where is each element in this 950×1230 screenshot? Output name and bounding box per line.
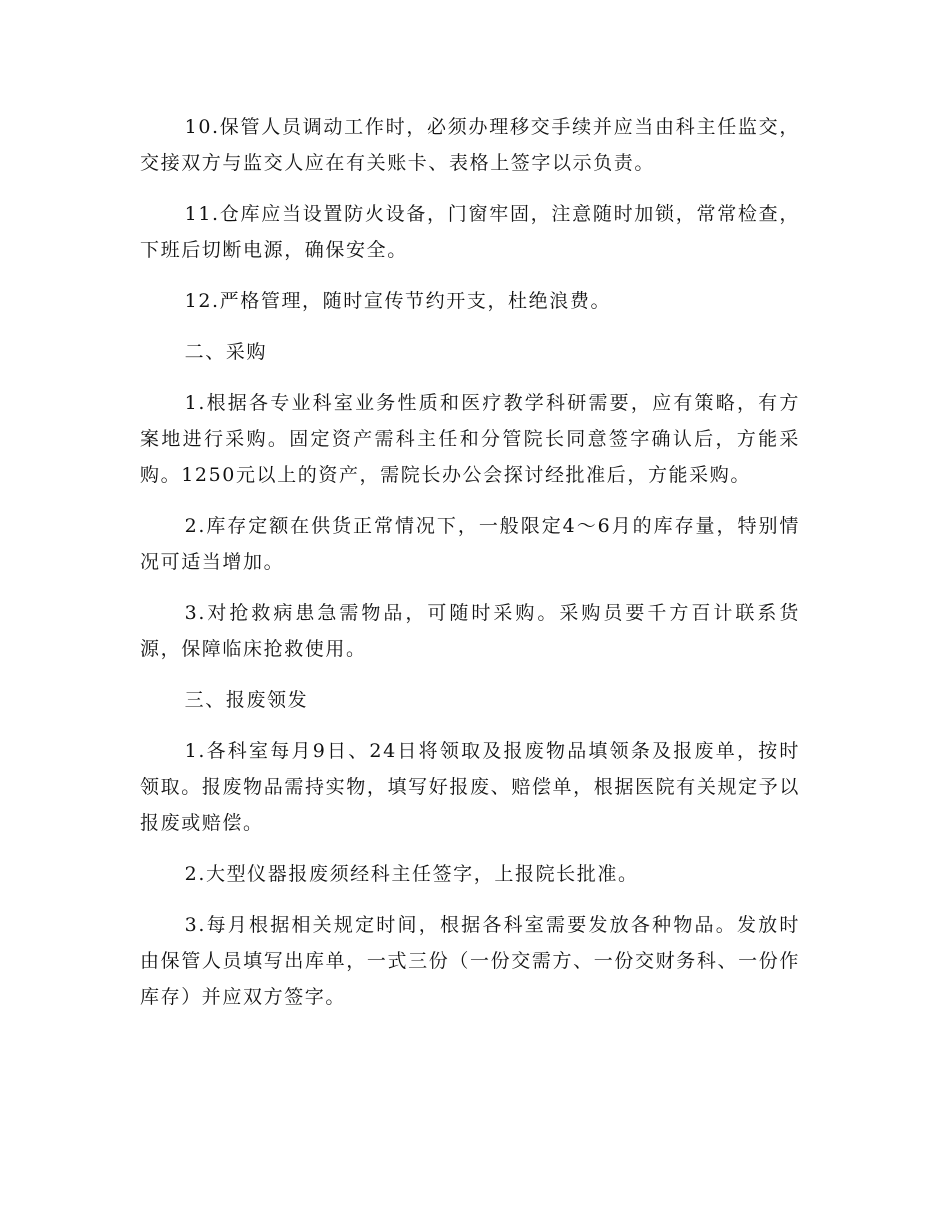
paragraph-rule-10: 10.保管人员调动工作时，必须办理移交手续并应当由科主任监交，交接双方与监交人应在有关账卡、表格上签字以示负责。 xyxy=(140,116,800,174)
paragraph-scrap-3: 3.每月根据相关规定时间，根据各科室需要发放各种物品。发放时由保管人员填写出库单，一式三份（一份交需方、一份交财务科、一份作库存）并应双方签字。 xyxy=(140,914,800,1008)
section-heading-scrap-issue: 三、报废领发 xyxy=(184,689,309,711)
paragraph-rule-12: 12.严格管理，随时宣传节约开支，杜绝浪费。 xyxy=(184,290,612,312)
paragraph-purchasing-3: 3.对抢救病患急需物品，可随时采购。采购员要千方百计联系货源，保障临床抢救使用。 xyxy=(140,602,800,660)
paragraph-scrap-2: 2.大型仪器报废须经科主任签字，上报院长批准。 xyxy=(184,863,639,885)
section-heading-purchasing: 二、采购 xyxy=(184,341,268,363)
paragraph-scrap-1: 1.各科室每月9日、24日将领取及报废物品填领条及报废单，按时领取。报废物品需持实物，填写好报废、赔偿单，根据医院有关规定予以报废或赔偿。 xyxy=(140,740,800,834)
paragraph-purchasing-1: 1.根据各专业科室业务性质和医疗教学科研需要，应有策略，有方案地进行采购。固定资产需科主任和分管院长同意签字确认后，方能采购。1250元以上的资产，需院长办公会探讨经批准后，方能采购。 xyxy=(140,392,800,486)
paragraph-rule-11: 11.仓库应当设置防火设备，门窗牢固，注意随时加锁，常常检查，下班后切断电源，确保安全。 xyxy=(140,203,800,261)
paragraph-purchasing-2: 2.库存定额在供货正常情况下，一般限定4～6月的库存量，特别情况可适当增加。 xyxy=(140,515,800,573)
